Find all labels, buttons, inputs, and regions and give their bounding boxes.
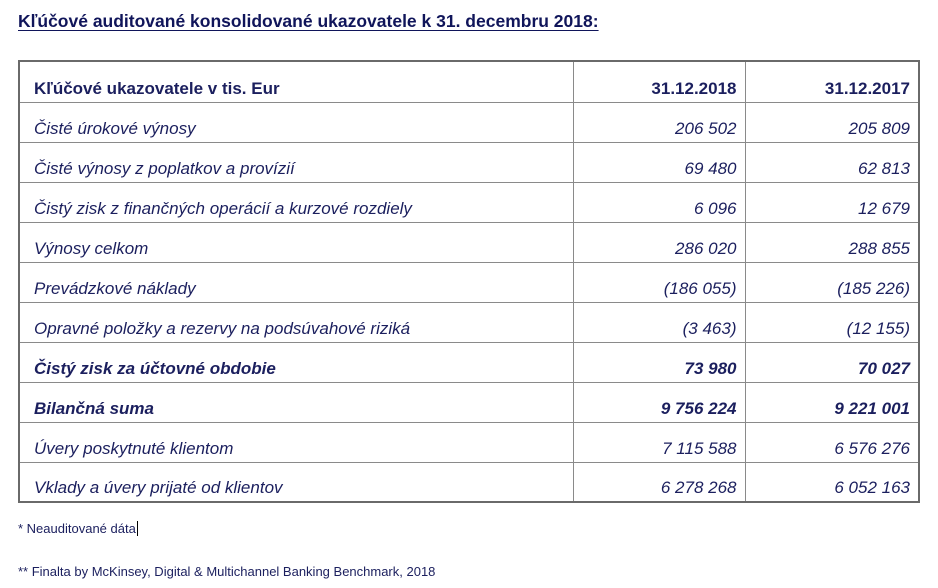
value-2017: (12 155) bbox=[745, 302, 919, 342]
table-row bbox=[19, 102, 919, 142]
row-label: Opravné položky a rezervy na podsúvahové riziká bbox=[19, 302, 573, 342]
row-label: Úvery poskytnuté klientom bbox=[19, 422, 573, 462]
value-2018: (186 055) bbox=[573, 262, 745, 302]
value-2018: (3 463) bbox=[573, 302, 745, 342]
row-label: Vklady a úvery prijaté od klientov bbox=[19, 462, 573, 502]
row-label: Čistý zisk z finančných operácií a kurzové rozdiely bbox=[19, 182, 573, 222]
table-row bbox=[19, 302, 919, 342]
header-indicator: Kľúčové ukazovatele v tis. Eur bbox=[19, 61, 573, 102]
header-2017: 31.12.2017 bbox=[745, 61, 919, 102]
row-label: Čistý zisk za účtovné obdobie bbox=[19, 342, 573, 382]
value-2017: 62 813 bbox=[745, 142, 919, 182]
table-row bbox=[19, 142, 919, 182]
value-2017: (185 226) bbox=[745, 262, 919, 302]
value-2017: 70 027 bbox=[745, 342, 919, 382]
value-2018: 206 502 bbox=[573, 102, 745, 142]
header-2018: 31.12.2018 bbox=[573, 61, 745, 102]
table-row bbox=[19, 462, 919, 502]
value-2018: 6 278 268 bbox=[573, 462, 745, 502]
document-title: Kľúčové auditované konsolidované ukazovatele k 31. decembru 2018: bbox=[18, 11, 599, 31]
table-row bbox=[19, 382, 919, 422]
value-2018: 69 480 bbox=[573, 142, 745, 182]
text-cursor bbox=[137, 521, 138, 536]
value-2018: 9 756 224 bbox=[573, 382, 745, 422]
value-2017: 6 576 276 bbox=[745, 422, 919, 462]
value-2018: 7 115 588 bbox=[573, 422, 745, 462]
table-row bbox=[19, 422, 919, 462]
table-row bbox=[19, 342, 919, 382]
footnote-unaudited bbox=[18, 521, 138, 536]
value-2018: 73 980 bbox=[573, 342, 745, 382]
value-2017: 6 052 163 bbox=[745, 462, 919, 502]
row-label: Výnosy celkom bbox=[19, 222, 573, 262]
footnote-source: ** Finalta by McKinsey, Digital & Multichannel Banking Benchmark, 2018 bbox=[18, 564, 436, 579]
table-row bbox=[19, 222, 919, 262]
value-2017: 205 809 bbox=[745, 102, 919, 142]
value-2018: 286 020 bbox=[573, 222, 745, 262]
kpi-table bbox=[18, 60, 920, 503]
row-label: Čisté úrokové výnosy bbox=[19, 102, 573, 142]
row-label: Bilančná suma bbox=[19, 382, 573, 422]
footnote-unaudited-text: * Neauditované dáta bbox=[18, 521, 136, 536]
table-header-row bbox=[19, 61, 919, 102]
row-label: Prevádzkové náklady bbox=[19, 262, 573, 302]
value-2017: 12 679 bbox=[745, 182, 919, 222]
value-2017: 9 221 001 bbox=[745, 382, 919, 422]
value-2017: 288 855 bbox=[745, 222, 919, 262]
table-row bbox=[19, 182, 919, 222]
table-row bbox=[19, 262, 919, 302]
value-2018: 6 096 bbox=[573, 182, 745, 222]
row-label: Čisté výnosy z poplatkov a provízií bbox=[19, 142, 573, 182]
